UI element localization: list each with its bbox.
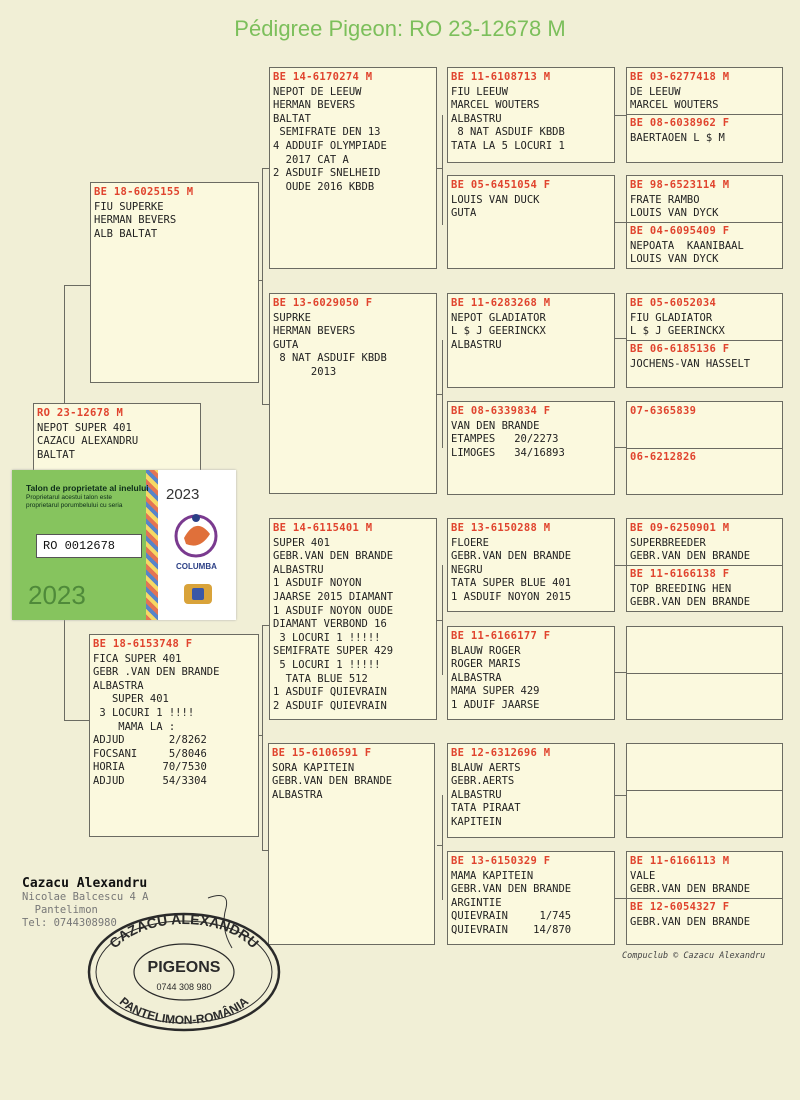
info-line: MAMA KAPITEIN — [451, 869, 534, 882]
info-line: NEPOT GLADIATOR — [451, 311, 546, 324]
connector-line — [442, 340, 443, 448]
info-line: ALBASTRA — [451, 671, 502, 684]
tag-brand-name: COLUMBA — [176, 562, 217, 571]
info-line: MAMA SUPER 429 — [451, 685, 540, 698]
tag-ring-number: RO 0012678 — [36, 534, 142, 558]
info-line: 3 LOCURI 1 !!!!! — [273, 631, 381, 644]
info-line: GEBR.VAN DEN BRANDE — [272, 775, 393, 788]
great-grandparent-card — [447, 401, 615, 495]
info-line: FIU LEEUW — [451, 85, 508, 98]
info-line: MARCEL WOUTERS — [451, 99, 540, 112]
info-line: ALBASTRA — [93, 679, 144, 692]
stamp-phone-text: 0744 308 980 — [156, 982, 212, 992]
great-grandparent-card — [447, 626, 615, 720]
info-line: VALE — [630, 869, 656, 882]
ring-number: BE 04-6095409 F — [630, 225, 730, 237]
info-line: ALBASTRU — [451, 788, 502, 801]
info-line: 4 ADDUIF OLYMPIADE — [273, 139, 387, 152]
great-great-grandparents-card — [626, 293, 783, 388]
info-line: ETAMPES 20/2273 — [451, 433, 559, 446]
granddam-paternal-card — [269, 293, 437, 494]
info-line: ADJUD 54/3304 — [93, 774, 207, 787]
divider — [627, 898, 782, 899]
info-line: FRATE RAMBO — [630, 193, 700, 206]
great-grandparent-card — [447, 67, 615, 163]
ring-number: BE 13-6029050 F — [273, 297, 373, 309]
great-great-grandparents-card — [626, 175, 783, 269]
ring-number: BE 05-6052034 — [630, 297, 717, 309]
connector-line — [615, 672, 626, 673]
great-great-grandparents-card — [626, 626, 783, 720]
info-line: DIAMANT VERBOND 16 — [273, 618, 387, 631]
ancestor-male — [630, 630, 782, 631]
info-line: SUPER 401 — [93, 693, 169, 706]
info-line: GEBR.VAN DEN BRANDE — [630, 915, 751, 928]
ancestor-female — [630, 343, 782, 371]
info-line: CAZACU ALEXANDRU — [37, 435, 139, 448]
connector-line — [615, 795, 626, 796]
grandsire-maternal-card — [269, 518, 437, 720]
info-line: BALTAT — [273, 112, 311, 125]
connector-line — [437, 620, 442, 621]
info-line: FLOERE — [451, 536, 489, 549]
info-line: LOUIS VAN DYCK — [630, 207, 719, 220]
ancestor-female — [630, 451, 782, 466]
software-credit: Compuclub © Cazacu Alexandru — [622, 951, 766, 961]
ancestor-female — [630, 901, 782, 929]
info-line: GEBR.VAN DEN BRANDE — [630, 550, 751, 563]
ancestor-male — [630, 405, 782, 420]
ancestor-male — [630, 179, 782, 221]
tag-heading: Talon de proprietate al inelului — [26, 483, 149, 493]
connector-line — [615, 338, 626, 339]
connector-line — [442, 795, 443, 900]
info-line: DE LEEUW — [630, 85, 681, 98]
ring-number: BE 12-6054327 F — [630, 901, 730, 913]
divider — [627, 565, 782, 566]
info-line: 8 NAT ASDUIF KBDB — [451, 126, 565, 139]
info-line: L $ J GEERINCKX — [451, 325, 546, 338]
connector-line — [615, 898, 626, 899]
subject-card — [33, 403, 201, 471]
info-line: GEBR .VAN DEN BRANDE — [93, 666, 220, 679]
great-great-grandparents-card — [626, 67, 783, 163]
great-great-grandparents-card — [626, 743, 783, 838]
info-line: VAN DEN BRANDE — [451, 419, 540, 432]
info-line: HERMAN BEVERS — [273, 99, 356, 112]
ancestor-female — [630, 793, 782, 794]
info-line: BLAUW AERTS — [451, 761, 521, 774]
divider — [627, 222, 782, 223]
owner-city: Pantelimon — [22, 904, 98, 916]
ring-number: RO 23-12678 M — [37, 407, 124, 419]
info-line: TATA PIRAAT — [451, 802, 521, 815]
info-line: TATA SUPER BLUE 401 — [451, 577, 572, 590]
stamp-bottom-text: PANTELIMON-ROMÂNIA — [116, 994, 252, 1028]
info-line: HORIA 70/7530 — [93, 761, 207, 774]
info-line: QUIEVRAIN 14/870 — [451, 923, 572, 936]
great-great-grandparents-card — [626, 518, 783, 612]
info-line: BLAUW ROGER — [451, 644, 521, 657]
ancestor-female — [630, 568, 782, 610]
connector-line — [64, 720, 90, 721]
info-line: LOUIS VAN DYCK — [630, 253, 719, 266]
info-line: GEBR.AERTS — [451, 775, 515, 788]
owner-phone: Tel: 0744308980 — [22, 917, 117, 929]
owner-address: Nicolae Balcescu 4 A — [22, 891, 149, 903]
info-line: GUTA — [451, 207, 477, 220]
great-grandparent-card — [447, 293, 615, 388]
info-line: JAARSE 2015 DIAMANT — [273, 590, 394, 603]
ancestor-male — [630, 855, 782, 897]
ring-number: BE 08-6339834 F — [451, 405, 551, 417]
coat-of-arms-icon — [178, 580, 218, 608]
info-line: ROGER MARIS — [451, 658, 521, 671]
info-line: LIMOGES 34/16893 — [451, 446, 565, 459]
info-line: QUIEVRAIN 1/745 — [451, 910, 572, 923]
info-line: 5 LOCURI 1 !!!!! — [273, 658, 381, 671]
info-line: ALBASTRU — [451, 112, 502, 125]
ring-number: BE 06-6185136 F — [630, 343, 730, 355]
info-line: GEBR.VAN DEN BRANDE — [451, 883, 572, 896]
owner-stamp — [86, 910, 282, 1034]
connector-line — [64, 285, 92, 286]
info-line: LOUIS VAN DUCK — [451, 193, 540, 206]
ring-number: BE 18-6153748 F — [93, 638, 193, 650]
info-line: TATA LA 5 LOCURI 1 — [451, 139, 565, 152]
great-grandparent-card — [447, 518, 615, 612]
info-line: FOCSANI 5/8046 — [93, 747, 207, 760]
info-line: SORA KAPITEIN — [272, 761, 355, 774]
connector-line — [442, 115, 443, 225]
ancestor-male — [630, 747, 782, 748]
ring-number: BE 11-6108713 M — [451, 71, 551, 83]
ring-number: BE 98-6523114 M — [630, 179, 730, 191]
connector-line — [437, 845, 442, 846]
tag-year-large: 2023 — [28, 580, 86, 610]
owner-name: Cazacu Alexandru — [22, 876, 148, 891]
ring-number: BE 08-6038962 F — [630, 117, 730, 129]
connector-line — [262, 168, 263, 404]
connector-line — [437, 168, 442, 169]
connector-line — [442, 565, 443, 675]
ring-number: BE 11-6283268 M — [451, 297, 551, 309]
info-line: SEMIFRATE DEN 13 — [273, 126, 381, 139]
info-line: SUPRKE — [273, 311, 311, 324]
info-line: FIU GLADIATOR — [630, 311, 713, 324]
great-grandparent-card — [447, 743, 615, 838]
info-line: FICA SUPER 401 — [93, 652, 182, 665]
divider — [627, 340, 782, 341]
info-line: 1 ASDUIF NOYON 2015 — [451, 590, 572, 603]
ring-number: BE 14-6170274 M — [273, 71, 373, 83]
granddam-maternal-card — [268, 743, 435, 945]
ancestor-female — [630, 117, 782, 145]
divider — [627, 790, 782, 791]
ring-ownership-tag — [12, 470, 236, 620]
info-line: TOP BREEDING HEN — [630, 582, 732, 595]
ring-number: BE 13-6150329 F — [451, 855, 551, 867]
info-line: GEBR.VAN DEN BRANDE — [273, 550, 394, 563]
ring-number: 07-6365839 — [630, 405, 697, 417]
tag-subtext: Proprietarul acestui talon este proprietarul porumbelului cu seria — [26, 494, 123, 509]
info-line: GEBR.VAN DEN BRANDE — [451, 550, 572, 563]
ancestor-male — [630, 71, 782, 113]
info-line: BAERTAOEN L $ M — [630, 131, 725, 144]
ring-number: BE 03-6277418 M — [630, 71, 730, 83]
ring-number: BE 15-6106591 F — [272, 747, 372, 759]
info-line: OUDE 2016 KBDB — [273, 180, 375, 193]
grandsire-paternal-card — [269, 67, 437, 269]
connector-line — [615, 447, 626, 448]
ancestor-female — [630, 676, 782, 677]
connector-line — [615, 115, 626, 116]
info-line: JOCHENS-VAN HASSELT — [630, 357, 751, 370]
info-line: L $ J GEERINCKX — [630, 325, 725, 338]
info-line: 2017 CAT A — [273, 153, 349, 166]
info-line: SEMIFRATE SUPER 429 — [273, 645, 394, 658]
great-great-grandparents-card — [626, 401, 783, 495]
info-line: MAMA LA : — [93, 720, 176, 733]
info-line: HERMAN BEVERS — [94, 214, 177, 227]
info-line: BALTAT — [37, 448, 75, 461]
info-line: ALB BALTAT — [94, 227, 158, 240]
info-line: 1 ADUIF JAARSE — [451, 698, 540, 711]
info-line: 2 ASDUIF SNELHEID — [273, 167, 381, 180]
great-grandparent-card — [447, 175, 615, 269]
info-line: ARGINTIE — [451, 896, 502, 909]
info-line: GEBR.VAN DEN BRANDE — [630, 883, 751, 896]
info-line: 2 ASDUIF QUIEVRAIN — [273, 699, 387, 712]
info-line: FIU SUPERKE — [94, 200, 164, 213]
info-line: NEPOATA KAANIBAAL — [630, 239, 744, 252]
info-line: TATA BLUE 512 — [273, 672, 368, 685]
great-great-grandparents-card — [626, 851, 783, 945]
ring-number: BE 12-6312696 M — [451, 747, 551, 759]
tag-year-small: 2023 — [166, 486, 200, 503]
info-line: 8 NAT ASDUIF KBDB — [273, 352, 387, 365]
ancestor-female — [630, 225, 782, 267]
dam-card — [89, 634, 259, 837]
ring-number: BE 11-6166177 F — [451, 630, 551, 642]
connector-line — [615, 565, 626, 566]
connector-line — [64, 620, 65, 720]
info-line: GEBR.VAN DEN BRANDE — [630, 596, 751, 609]
divider — [627, 673, 782, 674]
info-line: MARCEL WOUTERS — [630, 99, 719, 112]
stamp-middle-text: PIGEONS — [147, 959, 221, 976]
ring-number: BE 11-6166113 M — [630, 855, 730, 867]
divider — [627, 448, 782, 449]
info-line: NEGRU — [451, 563, 483, 576]
ring-number: 06-6212826 — [630, 451, 697, 463]
page-title: Pédigree Pigeon: RO 23-12678 M — [234, 16, 566, 41]
ancestor-male — [630, 297, 782, 339]
info-line: NEPOT DE LEEUW — [273, 85, 362, 98]
ring-number: BE 13-6150288 M — [451, 522, 551, 534]
sire-card — [90, 182, 259, 383]
ring-number: BE 09-6250901 M — [630, 522, 730, 534]
info-line: GUTA — [273, 338, 299, 351]
ring-number: BE 05-6451054 F — [451, 179, 551, 191]
info-line: ADJUD 2/8262 — [93, 734, 207, 747]
info-line: ALBASTRU — [273, 563, 324, 576]
great-grandparent-card — [447, 851, 615, 945]
info-line: SUPERBREEDER — [630, 536, 706, 549]
ancestor-male — [630, 522, 782, 564]
divider — [627, 114, 782, 115]
info-line: 1 ASDUIF QUIEVRAIN — [273, 686, 387, 699]
info-line: KAPITEIN — [451, 815, 502, 828]
info-line: ALBASTRU — [451, 338, 502, 351]
connector-line — [262, 625, 263, 850]
info-line: HERMAN BEVERS — [273, 325, 356, 338]
ring-number: BE 11-6166138 F — [630, 568, 730, 580]
connector-line — [615, 222, 626, 223]
connector-line — [437, 394, 442, 395]
info-line: 2013 — [273, 365, 337, 378]
info-line: NEPOT SUPER 401 — [37, 421, 132, 434]
connector-line — [64, 285, 65, 405]
info-line: 3 LOCURI 1 !!!! — [93, 706, 195, 719]
info-line: ALBASTRA — [272, 788, 323, 801]
columba-logo-icon — [172, 510, 220, 560]
stamp-top-text: CAZACU ALEXANDRU — [105, 910, 263, 952]
ring-number: BE 18-6025155 M — [94, 186, 194, 198]
info-line: SUPER 401 — [273, 536, 330, 549]
info-line: 1 ASDUIF NOYON — [273, 577, 362, 590]
ring-number: BE 14-6115401 M — [273, 522, 373, 534]
info-line: 1 ASDUIF NOYON OUDE — [273, 604, 394, 617]
